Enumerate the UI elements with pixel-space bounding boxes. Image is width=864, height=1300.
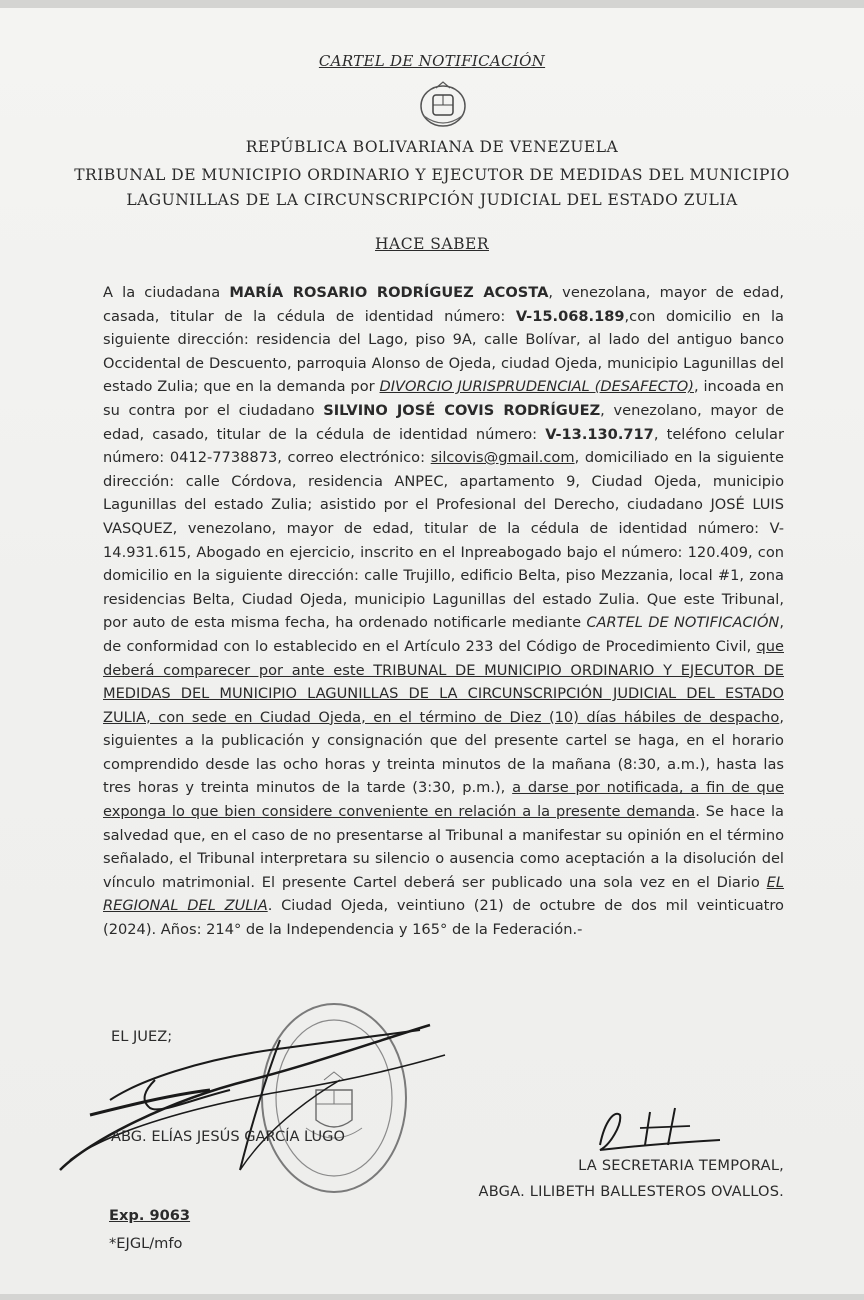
body-text-segment: , siguientes a la publicación y consignación que del presente cartel se haga, en el horario comprendido desde las ocho horas y treinta minutos de la mañana (8:30, a.m.), hasta las tres horas y treinta minutos de la tarde (3:30, p.m.),: [103, 708, 784, 797]
secretary-name: ABGA. LILIBETH BALLESTEROS OVALLOS.: [478, 1183, 784, 1200]
scan-top-edge: [0, 0, 864, 8]
header-jurisdiction: LAGUNILLAS DE LA CIRCUNSCRIPCIÓN JUDICIAL DEL ESTADO ZULIA: [126, 191, 738, 209]
notification-clause: a darse por notificada, a fin de que exponga lo que bien considere conveniente en relación a la presente demanda: [103, 779, 784, 821]
defendant-id-number: V-15.068.189: [515, 307, 625, 325]
body-text-segment: ,con domicilio en la siguiente dirección: residencia del Lago, piso 9A, calle Bolívar, al lado del antiguo banco Occidental de Descuento, parroquia Alonso de Ojeda, ciudad Ojeda, municipio Lagunillas del estado Zulia; que en la demanda por: [103, 307, 784, 396]
body-text-segment: , teléfono celular número: 0412-7738873, correo electrónico:: [103, 425, 784, 467]
judge-label: EL JUEZ;: [111, 1028, 173, 1045]
reference-initials: *EJGL/mfo: [109, 1235, 183, 1252]
plaintiff-email: silcovis@gmail.com: [430, 449, 575, 467]
cartel-reference: CARTEL DE NOTIFICACIÓN: [586, 614, 780, 632]
notice-body: [103, 281, 784, 942]
expediente-number: Exp. 9063: [109, 1207, 191, 1224]
coat-of-arms-seal: [414, 78, 472, 130]
header-republic: REPÚBLICA BOLIVARIANA DE VENEZUELA: [245, 138, 619, 156]
secretary-signature: [580, 1100, 730, 1160]
document-title: CARTEL DE NOTIFICACIÓN: [318, 52, 546, 70]
judge-name: ABG. ELÍAS JESÚS GARCÍA LUGO: [111, 1128, 345, 1145]
body-text-segment: , venezolano, mayor de edad, casado, titular de la cédula de identidad número:: [103, 401, 784, 443]
scan-bottom-edge: [0, 1294, 864, 1300]
plaintiff-name: SILVINO JOSÉ COVIS RODRÍGUEZ: [323, 401, 601, 419]
body-text-segment: . Se hace la salvedad que, en el caso de no presentarse al Tribunal a manifestar su opinión en el término señalado, el Tribunal interpretara su silencio o ausencia como aceptación a la disolución del vínculo matrimonial. El presente Cartel deberá ser publicado una sola vez en el Diario: [103, 803, 784, 891]
defendant-name: MARÍA ROSARIO RODRÍGUEZ ACOSTA: [229, 284, 549, 301]
newspaper-name: EL REGIONAL DEL ZULIA: [103, 873, 784, 915]
body-text-segment: , venezolana, mayor de edad, casada, titular de la cédula de identidad número:: [103, 284, 784, 325]
body-text-segment: , de conformidad con lo establecido en el Artículo 233 del Código de Procedimiento Civil,: [103, 614, 784, 655]
plaintiff-id-number: V-13.130.717: [545, 425, 654, 443]
secretary-title: LA SECRETARIA TEMPORAL,: [578, 1157, 784, 1174]
hace-saber-heading: HACE SABER: [375, 235, 489, 253]
header-tribunal: TRIBUNAL DE MUNICIPIO ORDINARIO Y EJECUTOR DE MEDIDAS DEL MUNICIPIO: [74, 166, 790, 184]
body-text-segment: , domiciliado en la siguiente dirección: calle Córdova, residencia ANPEC, apartamento 9, Ciudad Ojeda, municipio Lagunillas del estado Zulia; asistido por el Profesional del Derecho, ciudadano JOSÉ LUIS VASQUEZ, venezolano, mayor de edad, titular de la cédula de identidad número: V-14.931.615, Abogado en ejercicio, inscrito en el Inpreabogado bajo el número: 120.409, con domicilio en la siguiente dirección: calle Trujillo, edificio Belta, piso Mezzania, local #1, zona residencias Belta, Ciudad Ojeda, municipio Lagunillas del estado Zulia. Que este Tribunal, por auto de esta misma fecha, ha ordenado notificarle mediante: [103, 449, 784, 632]
body-text-segment: . Ciudad Ojeda, veintiuno (21) de octubre de dos mil veinticuatro (2024). Años: 214° de la Independencia y 165° de la Federación.-: [103, 897, 784, 939]
body-text-segment: , incoada en su contra por el ciudadano: [103, 378, 784, 419]
body-text-segment: A la ciudadana: [103, 284, 230, 301]
appearance-clause: que deberá comparecer por ante este TRIBUNAL DE MUNICIPIO ORDINARIO Y EJECUTOR DE MEDIDAS DEL MUNICIPIO LAGUNILLAS DE LA CIRCUNSCRIPCIÓN JUDICIAL DEL ESTADO ZULIA, con sede en Ciudad Ojeda, en el término de Diez (10) días hábiles de despacho: [103, 637, 784, 726]
judge-signature: [50, 1020, 460, 1190]
demand-type: DIVORCIO JURISPRUDENCIAL (DESAFECTO): [379, 378, 694, 396]
